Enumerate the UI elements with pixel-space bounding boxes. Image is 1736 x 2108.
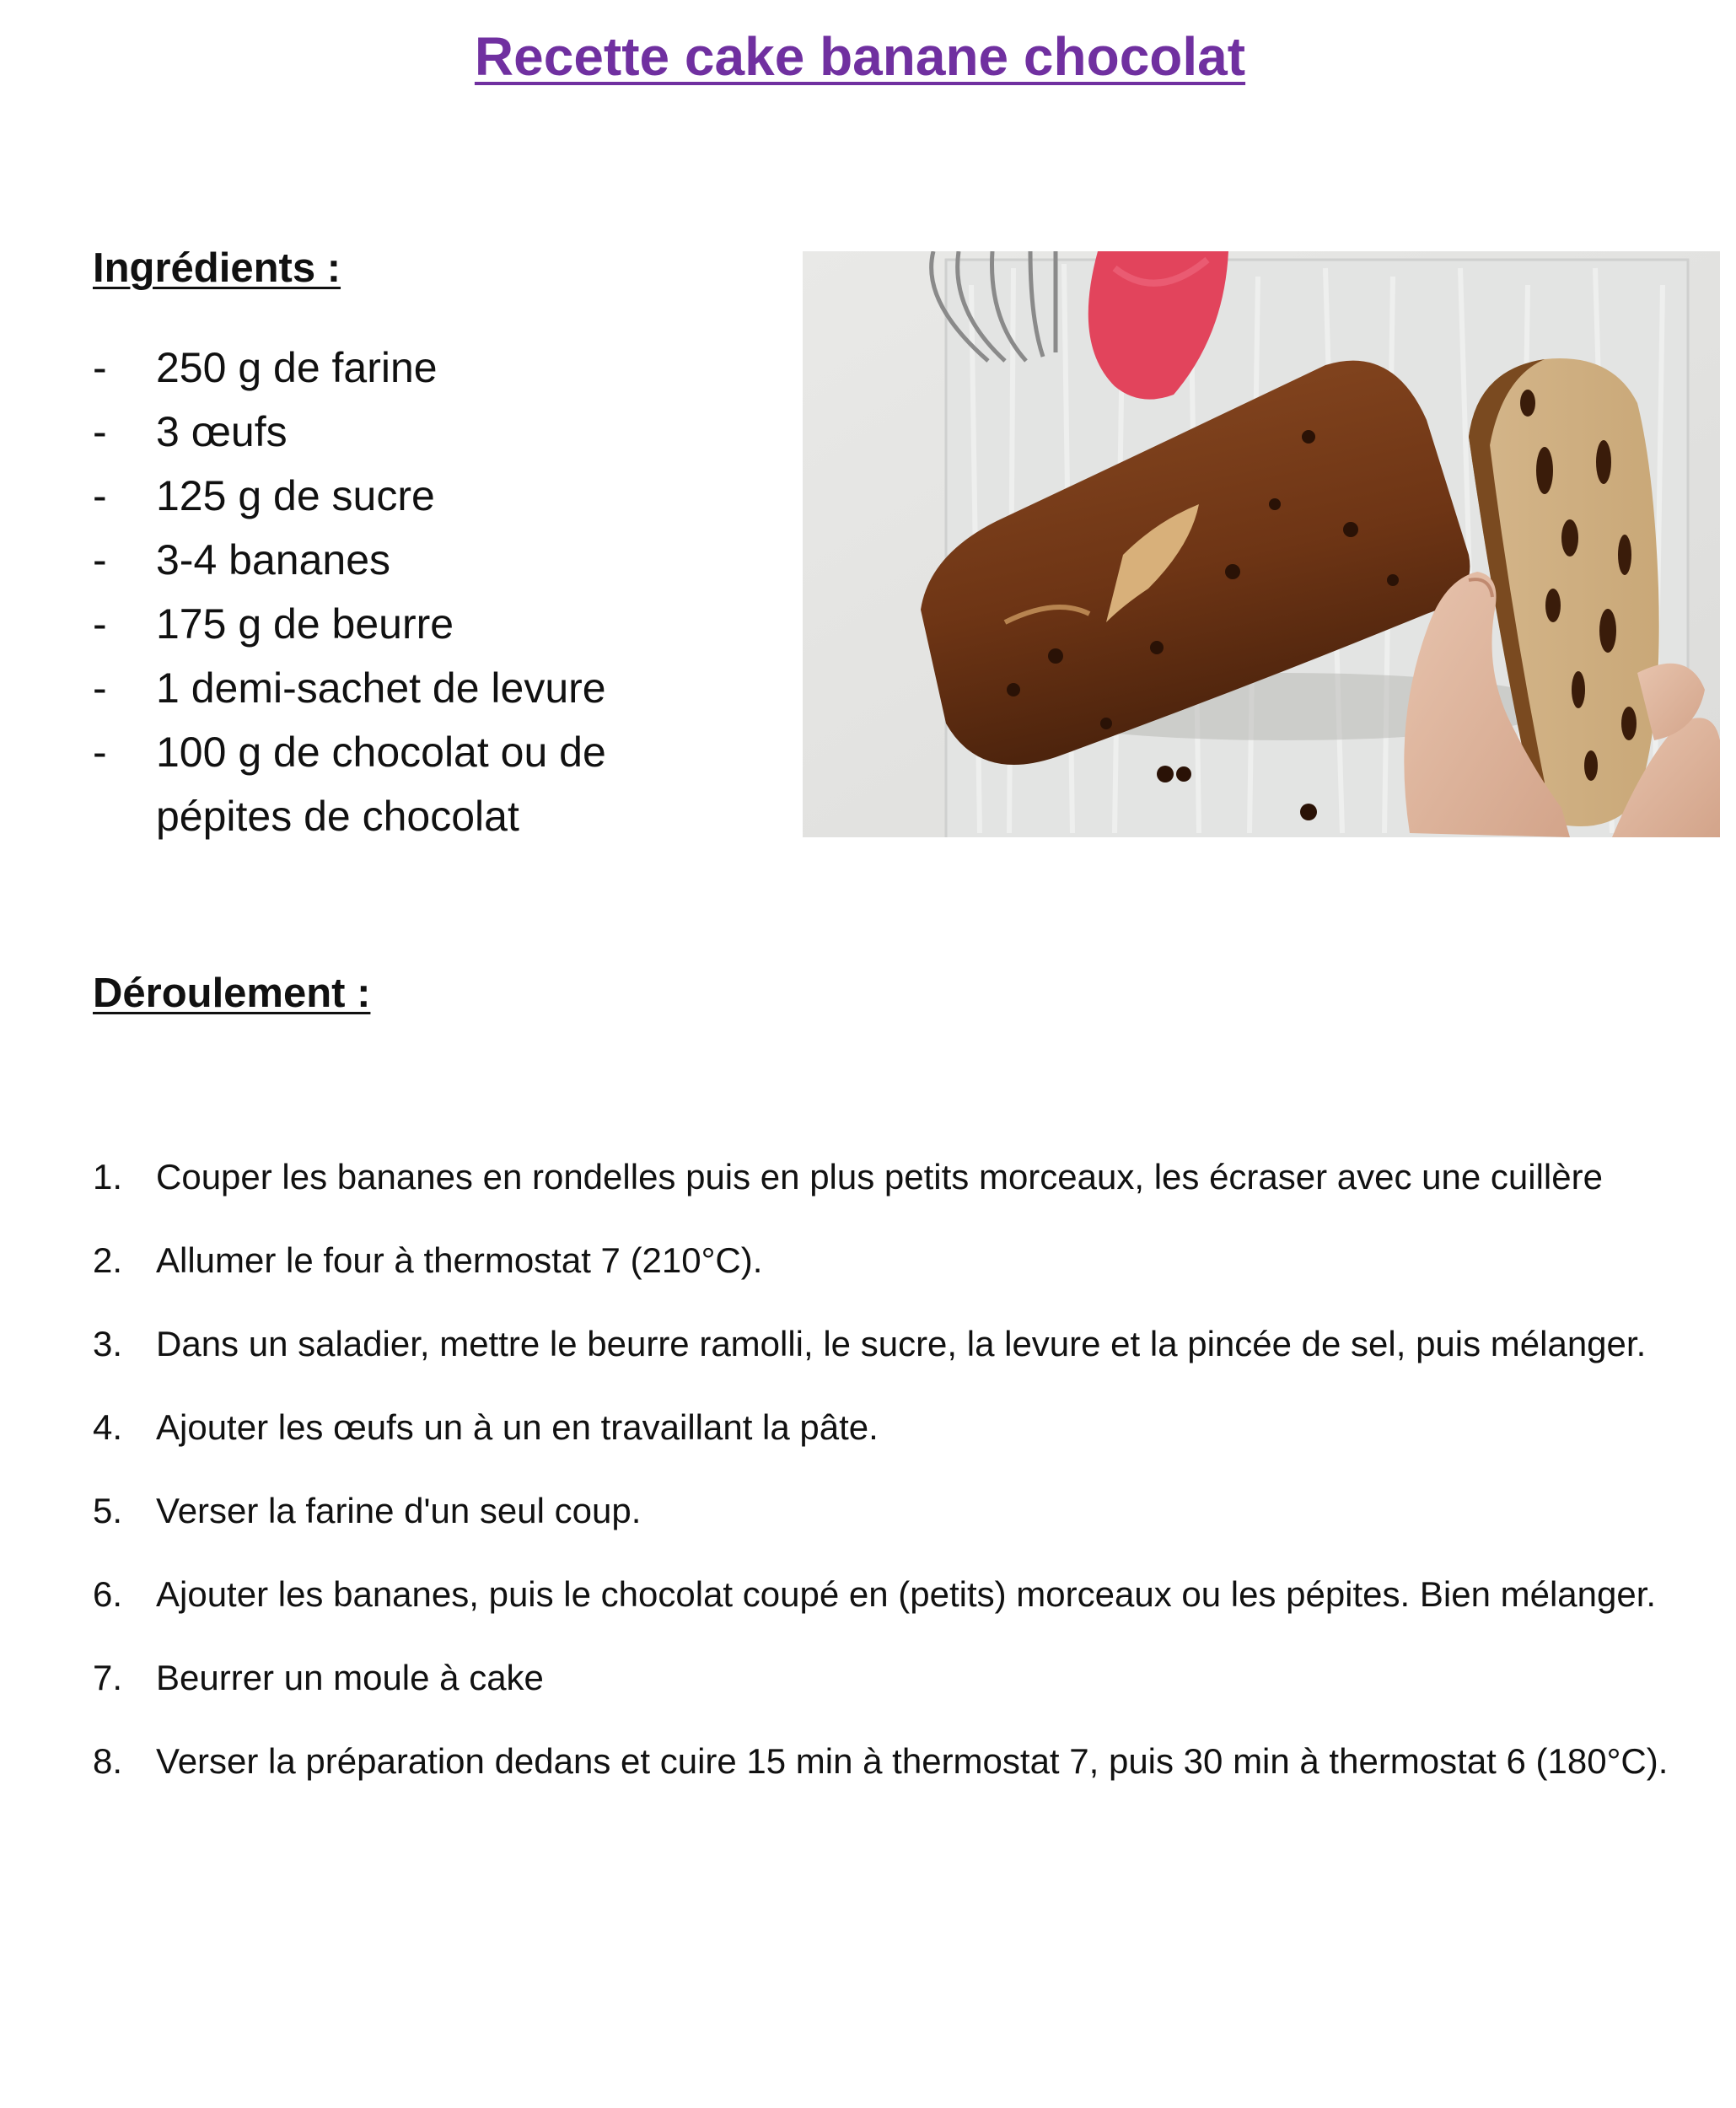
step-number: 3. [93,1324,123,1363]
step-number: 8. [93,1741,123,1781]
ingredient-text: 1 demi-sachet de levure [156,664,606,712]
list-item [93,1233,1695,1288]
list-item [93,1483,1695,1538]
list-item [93,1567,1695,1621]
bullet-dash: - [93,664,107,712]
step-text: Allumer le four à thermostat 7 (210°C). [156,1240,763,1280]
steps-list [93,1149,1695,1817]
ingredient-text: 100 g de chocolat ou de pépites de chocolat [156,729,606,840]
step-text: Verser la farine d'un seul coup. [156,1491,642,1530]
list-item [93,464,734,528]
list-item [93,1650,1695,1705]
list-item [93,1316,1695,1371]
list-item [93,1400,1695,1455]
step-number: 2. [93,1240,123,1280]
step-number: 4. [93,1407,123,1447]
cake-photo [803,251,1720,837]
list-item [93,656,734,720]
step-text: Beurrer un moule à cake [156,1658,544,1697]
list-item [93,1734,1695,1788]
list-item [93,1149,1695,1204]
step-text: Ajouter les bananes, puis le chocolat coupé en (petits) morceaux ou les pépites. Bien mélanger. [156,1574,1657,1614]
step-text: Dans un saladier, mettre le beurre ramolli, le sucre, la levure et la pincée de sel, puis mélanger. [156,1324,1647,1363]
ingredient-text: 250 g de farine [156,344,438,391]
ingredient-text: 175 g de beurre [156,600,454,648]
step-number: 5. [93,1491,123,1530]
ingredient-text: 3 œufs [156,408,288,455]
steps-heading: Déroulement : [93,971,371,1016]
step-text: Verser la préparation dedans et cuire 15 min à thermostat 7, puis 30 min à thermostat 6 (180°C). [156,1741,1669,1781]
step-text: Ajouter les œufs un à un en travaillant la pâte. [156,1407,879,1447]
bullet-dash: - [93,408,107,455]
bullet-dash: - [93,344,107,391]
step-number: 7. [93,1658,123,1697]
bullet-dash: - [93,536,107,583]
bullet-dash: - [93,729,107,776]
bullet-dash: - [93,472,107,519]
list-item [93,720,734,848]
list-item [93,592,734,656]
bullet-dash: - [93,600,107,648]
page-title: Recette cake banane chocolat [474,26,1246,87]
list-item [93,528,734,592]
ingredient-text: 125 g de sucre [156,472,435,519]
step-number: 6. [93,1574,123,1614]
ingredient-text: 3-4 bananes [156,536,391,583]
step-number: 1. [93,1157,123,1197]
ingredients-list [93,336,734,848]
list-item [93,400,734,464]
list-item [93,336,734,400]
ingredients-heading: Ingrédients : [93,245,341,291]
step-text: Couper les bananes en rondelles puis en plus petits morceaux, les écraser avec une cuillère [156,1157,1603,1197]
